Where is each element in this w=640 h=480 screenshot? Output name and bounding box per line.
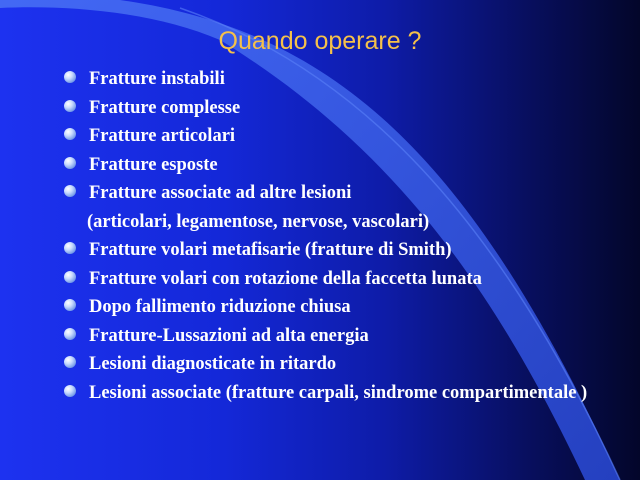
bullet-sphere-icon: [64, 157, 76, 169]
list-item-text: Lesioni associate (fratture carpali, sindrome compartimentale ): [89, 382, 588, 403]
list-item-text: Fratture volari metafisarie (fratture di Smith): [89, 240, 452, 260]
list-item-text: Fratture associate ad altre lesioni: [89, 183, 352, 203]
list-item-text: Fratture-Lussazioni ad alta energia: [89, 325, 369, 346]
list-item: [64, 239, 624, 268]
bullet-sphere-icon: [64, 185, 76, 197]
list-item: [64, 325, 624, 354]
list-item: [64, 268, 624, 297]
list-item-text: Fratture instabili: [89, 69, 225, 89]
list-item-text: Fratture volari con rotazione della faccetta lunata: [89, 268, 482, 289]
list-item-text: Fratture articolari: [89, 126, 236, 146]
bullet-sphere-icon: [64, 128, 76, 140]
list-item-text: Lesioni diagnosticate in ritardo: [89, 354, 337, 374]
list-item: [64, 154, 624, 183]
bullet-sphere-icon: [64, 299, 76, 311]
list-item-text: Fratture esposte: [89, 154, 218, 175]
list-item-text: (articolari, legamentose, nervose, vascolari): [87, 211, 430, 232]
bullet-sphere-icon: [64, 328, 76, 340]
list-item-text: Dopo fallimento riduzione chiusa: [89, 297, 351, 317]
list-item: [64, 125, 624, 154]
list-item: [64, 68, 624, 97]
bullet-sphere-icon: [64, 71, 76, 83]
list-item: [64, 182, 624, 211]
list-item-text: Fratture complesse: [89, 97, 241, 118]
list-item: [64, 97, 624, 126]
list-item: [64, 353, 624, 382]
list-item-continuation: [64, 211, 624, 240]
bullet-sphere-icon: [64, 100, 76, 112]
slide-title: Quando operare ?: [218, 27, 422, 55]
bullet-sphere-icon: [64, 271, 76, 283]
list-item: [64, 296, 624, 325]
bullet-list: [64, 68, 624, 404]
bullet-sphere-icon: [64, 356, 76, 368]
bullet-sphere-icon: [64, 242, 76, 254]
bullet-sphere-icon: [64, 385, 76, 397]
list-item: [64, 382, 624, 404]
